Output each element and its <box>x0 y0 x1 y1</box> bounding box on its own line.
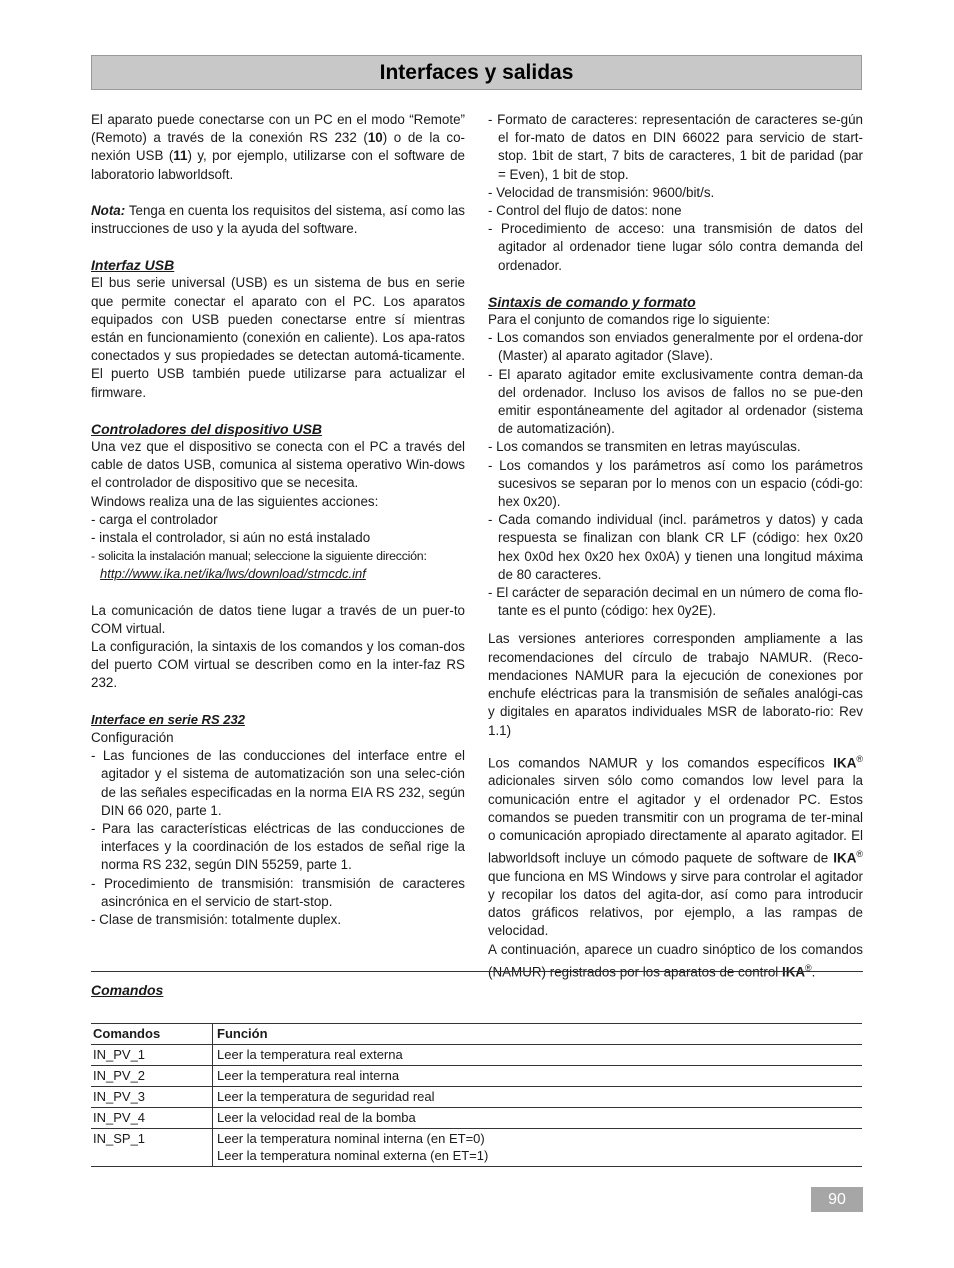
com-paragraph-1: La comunicación de datos tiene lugar a través de un puer-to COM virtual. <box>91 602 465 636</box>
command-cell: IN_PV_2 <box>91 1066 213 1087</box>
column-header-function: Función <box>213 1024 863 1045</box>
table-row <box>91 1087 862 1108</box>
table-row <box>91 1129 862 1167</box>
ika-paragraph <box>488 750 863 941</box>
table-row <box>91 1045 862 1066</box>
drivers-action-item: - carga el controlador <box>91 511 218 527</box>
syntax-item: - Los comandos son enviados generalmente por el ordena-dor (Master) al aparato agitador (Slave). <box>488 330 863 364</box>
function-text: Leer la temperatura real externa <box>217 1047 403 1062</box>
function-cell <box>213 1108 863 1129</box>
drivers-paragraph: Una vez que el dispositivo se conecta con el PC a través del cable de datos USB, comunica al sistema operativo Win-dows el controlador de dispositivo que se necesita. <box>91 439 465 491</box>
summary-end: . <box>811 964 816 980</box>
drivers-actions-intro: Windows realiza una de las siguientes acciones: <box>91 493 379 509</box>
syntax-item: - Cada comando individual (incl. parámetros y datos) y cada respuesta se finalizan con blank CR LF (código: hex 0x20 hex 0x0d hex 0x20 hex 0x0A) y tienen una longitud máxima de 80 caracteres. <box>488 512 863 582</box>
syntax-intro: Para el conjunto de comandos rige lo siguiente: <box>488 312 771 328</box>
note-paragraph <box>91 202 465 238</box>
page-number-badge: 90 <box>811 1187 863 1212</box>
function-cell <box>213 1129 863 1167</box>
ika-text-2: adicionales sirven sólo como comandos low level para la comunicación entre el agitador y el ordenador PC. Estos comandos se pueden transmitir con un programa de ter-minal o comunicación apropiado directamente al aparato agitador. El labworldsoft incluye un cómodo paquete de software de <box>488 773 863 866</box>
syntax-item: - Los comandos se transmiten en letras mayúsculas. <box>488 439 801 455</box>
syntax-heading: Sintaxis de comando y formato <box>488 293 696 310</box>
function-cell <box>213 1045 863 1066</box>
rs232-item: - Clase de transmisión: totalmente duplex. <box>91 911 342 927</box>
title-bar <box>91 55 862 90</box>
drivers-action-item: - instala el controlador, si aún no está instalado <box>91 530 371 546</box>
registered-mark: ® <box>856 753 863 764</box>
intro-text-1: El aparato puede conectarse con un PC en el modo “Remote” (Remoto) a través de la conexión RS 232 ( <box>91 112 465 146</box>
syntax-item: - Los comandos y los parámetros así como los parámetros sucesivos se separan por lo menos con un espacio (códi-go: hex 0x20). <box>488 457 863 510</box>
ika-text-3: que funciona en MS Windows y sirve para controlar el agitador y recopilar los datos del agita-dor, así como para introducir datos gráficos relativos, por ejemplo, a las rampas de velocidad. <box>488 868 863 939</box>
function-text: Leer la temperatura nominal externa (en ET=1) <box>217 1148 489 1163</box>
commands-heading: Comandos <box>91 982 164 998</box>
intro-text-2: ) o de la co-nexión USB ( <box>91 130 465 164</box>
table-row <box>91 1108 862 1129</box>
command-cell: IN_PV_1 <box>91 1045 213 1066</box>
rs232-item: - Procedimiento de transmisión: transmisión de caracteres asincrónica en el servicio de start-stop. <box>91 875 465 909</box>
ika-text-1: Los comandos NAMUR y los comandos específicos <box>488 755 834 771</box>
section-divider <box>91 971 863 972</box>
intro-ref-rs232: 10 <box>367 130 383 146</box>
command-cell: IN_PV_3 <box>91 1087 213 1108</box>
rs232-item: - Para las características eléctricas de las conducciones de interfaces y la coordinación de los estados de señal rige la norma RS 232, según DIN 55259, parte 1. <box>91 820 465 873</box>
summary-text: A continuación, aparece un cuadro sinóptico de los comandos (NAMUR) registrados por los aparatos de control <box>488 941 863 980</box>
registered-mark: ® <box>856 849 863 860</box>
table-header-row <box>91 1024 862 1045</box>
driver-download-link[interactable]: http://www.ika.net/ika/lws/download/stmcdc.inf <box>100 566 366 582</box>
page-title: Interfaces y salidas <box>379 60 574 84</box>
drivers-heading: Controladores del dispositivo USB <box>91 420 323 437</box>
ika-brand: IKA <box>833 755 857 771</box>
function-cell <box>213 1066 863 1087</box>
format-item: - Procedimiento de acceso: una transmisión de datos del agitador al ordenador tiene lugar sólo contra demanda del ordenador. <box>488 221 863 273</box>
usb-heading: Interfaz USB <box>91 257 175 274</box>
syntax-item: - El carácter de separación decimal en un número de coma flo-tante es el punto (código: hex 0y2E). <box>488 585 863 619</box>
drivers-action-item: - solicita la instalación manual; seleccione la siguiente dirección: <box>91 549 427 564</box>
rs232-heading: Interface en serie RS 232 <box>91 711 245 727</box>
commands-table <box>91 1023 862 1167</box>
left-column <box>91 111 465 929</box>
function-cell <box>213 1087 863 1108</box>
format-item: - Velocidad de transmisión: 9600/bit/s. <box>488 184 715 200</box>
ika-brand: IKA <box>833 850 857 866</box>
column-header-commands: Comandos <box>91 1024 213 1045</box>
right-column <box>488 111 863 982</box>
function-text: Leer la velocidad real de la bomba <box>217 1110 416 1125</box>
note-label: Nota: <box>91 202 126 218</box>
intro-paragraph <box>91 111 465 184</box>
format-item: - Formato de caracteres: representación de caracteres se-gún el for-mato de datos en DIN 66022 para servicio de start-stop. 1bit de start, 7 bits de caracteres, 1 bit de paridad (par = Even), 1 bit de stop. <box>488 112 863 182</box>
intro-text-3: ) y, por ejemplo, utilizarse con el software de laboratorio labworldsoft. <box>91 148 465 182</box>
syntax-item: - El aparato agitador emite exclusivamente contra deman-da del ordenador. Incluso los avisos de fallos no se pue-den emitir espontáneamente del agitador al ordenador (sistema de automatización). <box>488 366 863 437</box>
com-paragraph-2: La configuración, la sintaxis de los comandos y los coman-dos del puerto COM virtual se describen como en la inter-faz RS 232. <box>91 639 465 691</box>
registered-mark: ® <box>805 962 812 973</box>
usb-paragraph: El bus serie universal (USB) es un sistema de bus en serie que permite conectar el aparato con el PC. Los aparatos equipados con USB pueden conectarse entre sí mientras están en funcionamiento (conexión en caliente). Los apa-ratos conectados y sus propiedades se detectan automá-ticamente. El puerto USB también puede utilizarse para actualizar el firmware. <box>91 275 465 400</box>
function-text: Leer la temperatura real interna <box>217 1068 400 1083</box>
command-cell: IN_SP_1 <box>91 1129 213 1167</box>
table-row <box>91 1066 862 1087</box>
command-cell: IN_PV_4 <box>91 1108 213 1129</box>
summary-paragraph <box>488 941 863 982</box>
rs232-item: - Las funciones de las conducciones del interface entre el agitador y el sistema de automatización son una selec-ción de las señales especificadas en la norma EIA RS 232, según DIN 66 020, parte 1. <box>91 748 465 818</box>
intro-ref-usb: 11 <box>173 148 188 164</box>
format-item: - Control del flujo de datos: none <box>488 203 682 219</box>
ika-brand: IKA <box>781 964 806 980</box>
rs232-config-label: Configuración <box>91 729 174 745</box>
namur-paragraph: Las versiones anteriores corresponden ampliamente a las recomendaciones del círculo de trabajo NAMUR. (Reco-mendaciones NAMUR para la ejecución de conexiones por enchufe eléctricas para la transmisión de señales analógi-cas y digitales en aparatos individuales MSR de laborato-rio: Rev 1.1) <box>488 631 863 738</box>
function-text: Leer la temperatura de seguridad real <box>217 1089 435 1104</box>
note-text: Tenga en cuenta los requisitos del sistema, así como las instrucciones de uso y la ayuda del software. <box>91 202 465 237</box>
function-text: Leer la temperatura nominal interna (en ET=0) <box>217 1131 485 1146</box>
